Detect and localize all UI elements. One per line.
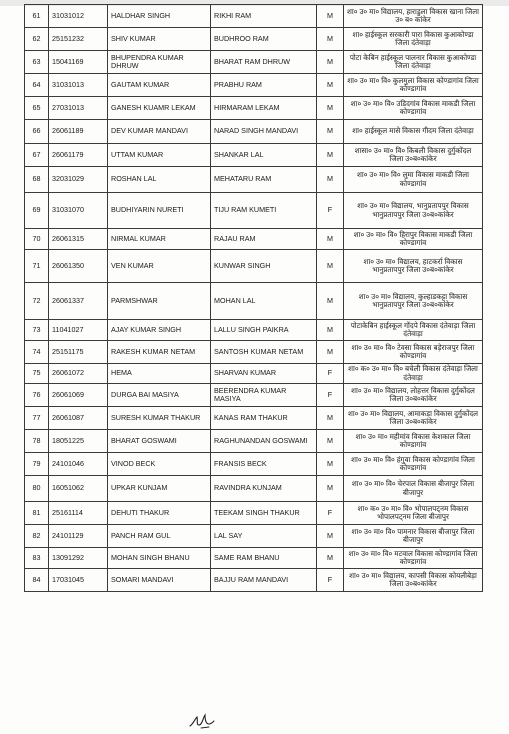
school-address-cell: शा० उ० मा० वि० हंगुवा विकास कोण्डागांव जिला कोण्डागांव (344, 453, 483, 476)
candidate-name-cell: PARMSHWAR (108, 283, 211, 320)
gender-cell: M (317, 548, 344, 569)
roll-number-cell: 26061315 (49, 229, 108, 250)
table-row (25, 250, 483, 283)
school-address-cell: शा० उ० मा० वि० कुलमुला विकास कोण्डागांव जिला कोण्डागांव (344, 74, 483, 97)
table-row (25, 320, 483, 341)
table-row (25, 430, 483, 453)
serial-number-cell: 82 (25, 525, 49, 548)
serial-number-cell: 81 (25, 502, 49, 525)
table-row (25, 569, 483, 592)
gender-cell: M (317, 144, 344, 167)
gender-cell: F (317, 569, 344, 592)
table-row (25, 229, 483, 250)
school-address-cell: पोटाकेबिन हाईस्कूल गोंदपे विकास दंतेवाड़ा जिला दंतेवाड़ा (344, 320, 483, 341)
serial-number-cell: 69 (25, 193, 49, 229)
gender-cell: M (317, 229, 344, 250)
gender-cell: F (317, 193, 344, 229)
roll-number-cell: 27031013 (49, 97, 108, 120)
roll-number-cell: 31031070 (49, 193, 108, 229)
roll-number-cell: 26061337 (49, 283, 108, 320)
serial-number-cell: 78 (25, 430, 49, 453)
father-name-cell: KANAS RAM THAKUR (211, 407, 317, 430)
father-name-cell: BHARAT RAM DHRUW (211, 51, 317, 74)
serial-number-cell: 72 (25, 283, 49, 320)
gender-cell: M (317, 476, 344, 502)
father-name-cell: PRABHU RAM (211, 74, 317, 97)
gender-cell: F (317, 502, 344, 525)
father-name-cell: RAVINDRA KUNJAM (211, 476, 317, 502)
table-row (25, 120, 483, 144)
serial-number-cell: 79 (25, 453, 49, 476)
school-address-cell: शा० उ० मा० विद्यालय, लोहत्तर विकास दुर्गुकोंदल जिला उ०ब०कांकेर (344, 384, 483, 407)
table-row (25, 476, 483, 502)
roll-number-cell: 17031045 (49, 569, 108, 592)
table-row (25, 144, 483, 167)
candidate-name-cell: BHUPENDRA KUMAR DHRUW (108, 51, 211, 74)
candidate-name-cell: SURESH KUMAR THAKUR (108, 407, 211, 430)
father-name-cell: FRANSIS BECK (211, 453, 317, 476)
father-name-cell: LALLU SINGH PAIKRA (211, 320, 317, 341)
school-address-cell: पोटा केबिन हाईस्कूल पालनार विकास कुआकोण्डा जिला दंतेवाड़ा (344, 51, 483, 74)
table-row (25, 384, 483, 407)
table-row (25, 51, 483, 74)
father-name-cell: RAGHUNANDAN GOSWAMI (211, 430, 317, 453)
roll-number-cell: 24101129 (49, 525, 108, 548)
gender-cell: M (317, 320, 344, 341)
roll-number-cell: 26061072 (49, 364, 108, 384)
candidate-name-cell: HALDHAR SINGH (108, 5, 211, 28)
serial-number-cell: 70 (25, 229, 49, 250)
roll-number-cell: 18051225 (49, 430, 108, 453)
father-name-cell: HIRMARAM LEKAM (211, 97, 317, 120)
gender-cell: M (317, 5, 344, 28)
serial-number-cell: 62 (25, 28, 49, 51)
gender-cell: M (317, 97, 344, 120)
father-name-cell: SHARVAN KUMAR (211, 364, 317, 384)
roll-number-cell: 25151232 (49, 28, 108, 51)
serial-number-cell: 75 (25, 364, 49, 384)
serial-number-cell: 84 (25, 569, 49, 592)
gender-cell: F (317, 384, 344, 407)
candidate-name-cell: UPKAR KUNJAM (108, 476, 211, 502)
gender-cell: M (317, 51, 344, 74)
school-address-cell: शा० उ० मा० वि० चेरपाल विकास बीजापुर जिला बीजापुर (344, 476, 483, 502)
signature-mark (187, 710, 217, 732)
serial-number-cell: 80 (25, 476, 49, 502)
table-row (25, 502, 483, 525)
school-address-cell: शा० उ० मा० वि० टेवसा विकास बड़ेराजपुर जिला कोण्डागांव (344, 341, 483, 364)
roll-number-cell: 16051062 (49, 476, 108, 502)
father-name-cell: MOHAN LAL (211, 283, 317, 320)
roll-number-cell: 13091292 (49, 548, 108, 569)
father-name-cell: BUDHROO RAM (211, 28, 317, 51)
gender-cell: M (317, 74, 344, 97)
gender-cell: F (317, 364, 344, 384)
candidate-table-body (25, 5, 483, 592)
school-address-cell: शा० उ० मा० विद्यालय, हाराडुला विकास खाना जिला उ० ब० कांकेर (344, 5, 483, 28)
roll-number-cell: 24101046 (49, 453, 108, 476)
roll-number-cell: 31031013 (49, 74, 108, 97)
table-row (25, 453, 483, 476)
gender-cell: M (317, 283, 344, 320)
roll-number-cell: 31031012 (49, 5, 108, 28)
father-name-cell: MEHATARU RAM (211, 167, 317, 193)
table-row (25, 167, 483, 193)
gender-cell: M (317, 525, 344, 548)
roll-number-cell: 26061087 (49, 407, 108, 430)
school-address-cell: शा० उ० मा० विद्यालय, हाटकर्रा विकास भानुप्रतापपुर जिला उ०ब०कांकेर (344, 250, 483, 283)
candidate-name-cell: GAUTAM KUMAR (108, 74, 211, 97)
school-address-cell: शासा० उ० मा० वि० किबली विकास दुर्गुकोंदल जिला उ०ब०कांकेर (344, 144, 483, 167)
father-name-cell: BEERENDRA KUMAR MASIYA (211, 384, 317, 407)
school-address-cell: शा० उ० मा० विद्यालय, आमाकड़ा विकास दुर्गुकोंदल जिला उ०ब०कांकेर (344, 407, 483, 430)
gender-cell: M (317, 250, 344, 283)
roll-number-cell: 26061350 (49, 250, 108, 283)
table-row (25, 548, 483, 569)
serial-number-cell: 74 (25, 341, 49, 364)
candidate-name-cell: RAKESH KUMAR NETAM (108, 341, 211, 364)
serial-number-cell: 66 (25, 120, 49, 144)
roll-number-cell: 26061179 (49, 144, 108, 167)
candidate-table (24, 4, 483, 592)
candidate-name-cell: ROSHAN LAL (108, 167, 211, 193)
gender-cell: M (317, 407, 344, 430)
school-address-cell: शा० उ० मा० वि० पामनार विकास बीजापुर जिला बीजापुर (344, 525, 483, 548)
school-address-cell: शा० उ० मा० विद्यालय, भानुप्रतापपुर विकास भानुप्रतापपुर जिला उ०ब०कांकेर (344, 193, 483, 229)
school-address-cell: शा० उ० मा० वि० उडिदगांव विकास माकडी जिला कोण्डागांव (344, 97, 483, 120)
candidate-name-cell: SHIV KUMAR (108, 28, 211, 51)
serial-number-cell: 76 (25, 384, 49, 407)
roll-number-cell: 32031029 (49, 167, 108, 193)
serial-number-cell: 67 (25, 144, 49, 167)
roll-number-cell: 11041027 (49, 320, 108, 341)
candidate-name-cell: VEN KUMAR (108, 250, 211, 283)
table-row (25, 525, 483, 548)
gender-cell: M (317, 430, 344, 453)
serial-number-cell: 71 (25, 250, 49, 283)
school-address-cell: शा० हाईस्कूल सरकारी पारा विकास कुआकोण्डा जिला दंतेवाड़ा (344, 28, 483, 51)
table-row (25, 5, 483, 28)
father-name-cell: BAJJU RAM MANDAVI (211, 569, 317, 592)
roll-number-cell: 25161114 (49, 502, 108, 525)
candidate-name-cell: BHARAT GOSWAMI (108, 430, 211, 453)
father-name-cell: NARAD SINGH MANDAVI (211, 120, 317, 144)
table-row (25, 74, 483, 97)
candidate-name-cell: DURGA BAI MASIYA (108, 384, 211, 407)
roll-number-cell: 15041169 (49, 51, 108, 74)
candidate-name-cell: DEHUTI THAKUR (108, 502, 211, 525)
table-row (25, 364, 483, 384)
candidate-name-cell: GANESH KUAMR LEKAM (108, 97, 211, 120)
candidate-name-cell: DEV KUMAR MANDAVI (108, 120, 211, 144)
father-name-cell: SHANKAR LAL (211, 144, 317, 167)
table-row (25, 28, 483, 51)
father-name-cell: TIJU RAM KUMETI (211, 193, 317, 229)
school-address-cell: शा० हाईस्कूल मासे विकास गीदम जिला दंतेवाड़ा (344, 120, 483, 144)
roll-number-cell: 26061069 (49, 384, 108, 407)
candidate-name-cell: PANCH RAM GUL (108, 525, 211, 548)
table-row (25, 341, 483, 364)
serial-number-cell: 77 (25, 407, 49, 430)
serial-number-cell: 63 (25, 51, 49, 74)
serial-number-cell: 68 (25, 167, 49, 193)
roll-number-cell: 26061189 (49, 120, 108, 144)
table-row (25, 407, 483, 430)
candidate-name-cell: SOMARI MANDAVI (108, 569, 211, 592)
gender-cell: M (317, 167, 344, 193)
table-row (25, 193, 483, 229)
serial-number-cell: 64 (25, 74, 49, 97)
serial-number-cell: 73 (25, 320, 49, 341)
serial-number-cell: 65 (25, 97, 49, 120)
gender-cell: M (317, 341, 344, 364)
roll-number-cell: 25151175 (49, 341, 108, 364)
serial-number-cell: 61 (25, 5, 49, 28)
father-name-cell: SAME RAM BHANU (211, 548, 317, 569)
candidate-name-cell: AJAY KUMAR SINGH (108, 320, 211, 341)
father-name-cell: TEEKAM SINGH THAKUR (211, 502, 317, 525)
school-address-cell: शा० उ० मा० वि० मटवाल विकास कोण्डागांव जिला कोण्डागांव (344, 548, 483, 569)
father-name-cell: KUNWAR SINGH (211, 250, 317, 283)
school-address-cell: शा० उ० मा० विद्यालय, कुल्हाडकट्टा विकास भानुप्रतापपुर जिला उ०ब०कांकेर (344, 283, 483, 320)
candidate-name-cell: HEMA (108, 364, 211, 384)
school-address-cell: शा० उ० मा० विद्यालय, कापसी विकास कोयलीबेड़ा जिला उ०ब०कांकेर (344, 569, 483, 592)
school-address-cell: शा० क० उ० मा० वि० बचेली विकास दंतेवाड़ा जिला दंतेवाड़ा (344, 364, 483, 384)
serial-number-cell: 83 (25, 548, 49, 569)
table-row (25, 97, 483, 120)
candidate-name-cell: UTTAM KUMAR (108, 144, 211, 167)
candidate-name-cell: BUDHIYARIN NURETI (108, 193, 211, 229)
school-address-cell: शा० क० उ० मा० वि० भोपालपट्नम विकास भोपालपट्नम जिला बीजापुर (344, 502, 483, 525)
gender-cell: M (317, 120, 344, 144)
candidate-name-cell: MOHAN SINGH BHANU (108, 548, 211, 569)
father-name-cell: SANTOSH KUMAR NETAM (211, 341, 317, 364)
candidate-name-cell: VINOD BECK (108, 453, 211, 476)
father-name-cell: RIKHI RAM (211, 5, 317, 28)
table-row (25, 283, 483, 320)
school-address-cell: शा० उ० मा० वि० लुमा विकास माकडी जिला कोण्डागांव (344, 167, 483, 193)
gender-cell: M (317, 28, 344, 51)
gender-cell: M (317, 453, 344, 476)
school-address-cell: शा० उ० मा० महीमांव विकास केशकाल जिला कोण्डागांव (344, 430, 483, 453)
father-name-cell: LAL SAY (211, 525, 317, 548)
school-address-cell: शा० उ० मा० वि० हिरापुर विकास माकडी जिला कोण्डागांव (344, 229, 483, 250)
father-name-cell: RAJAU RAM (211, 229, 317, 250)
candidate-name-cell: NIRMAL KUMAR (108, 229, 211, 250)
